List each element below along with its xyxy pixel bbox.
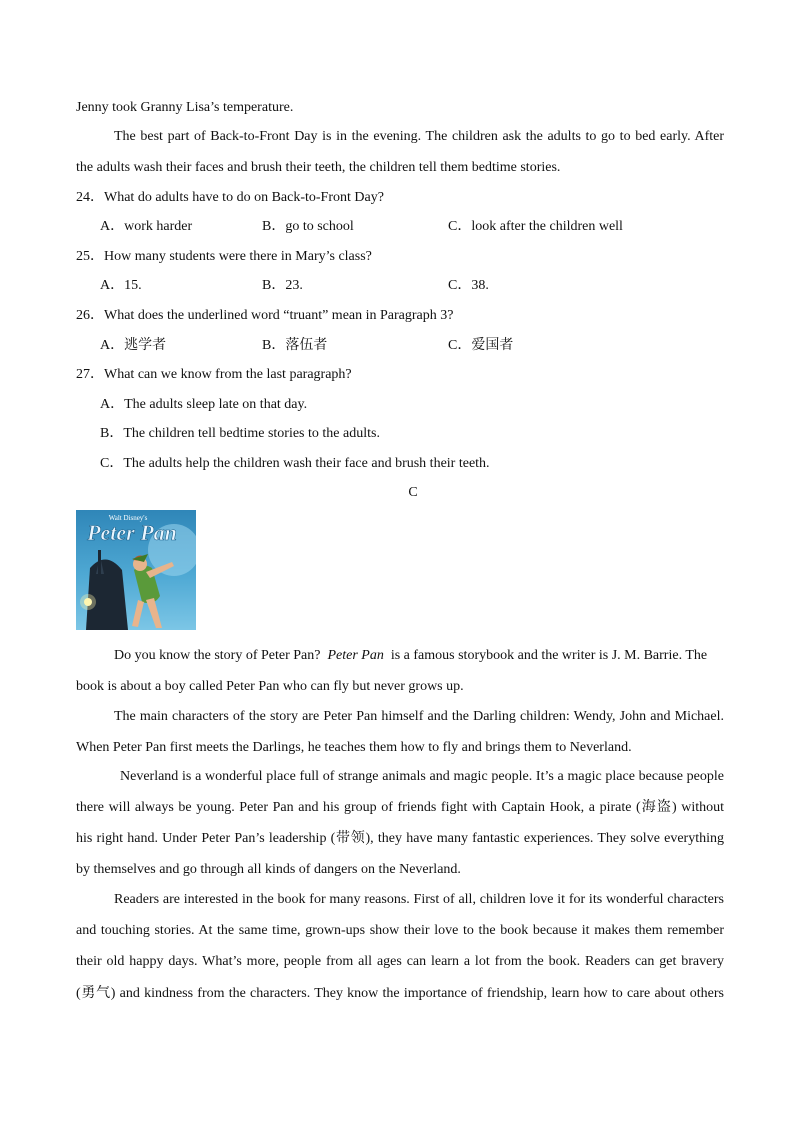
question-number: 26． bbox=[76, 308, 104, 323]
passage-text-line: their old happy days. What’s more, people from all ages can learn a lot from the book. Readers can get bravery bbox=[76, 954, 724, 969]
question-text: What can we know from the last paragraph? bbox=[104, 367, 352, 382]
passage-text-line: Do you know the story of Peter Pan? Peter Pan is a famous storybook and the writer is J. M. Barrie. The bbox=[114, 648, 708, 663]
option-a: A．The adults sleep late on that day. bbox=[100, 397, 308, 412]
question-27 bbox=[76, 365, 352, 385]
passage-text-line: Readers are interested in the book for many reasons. First of all, children love it for its wonderful characters bbox=[114, 892, 724, 907]
question-24 bbox=[76, 188, 384, 208]
option-c: C．The adults help the children wash their face and brush their teeth. bbox=[100, 456, 490, 471]
question-text: What do adults have to do on Back-to-Front Day? bbox=[104, 190, 384, 205]
option-b: B．go to school bbox=[262, 219, 354, 234]
question-25-options bbox=[100, 276, 700, 296]
peter-pan-book-cover bbox=[76, 510, 196, 630]
passage-text-line: book is about a boy called Peter Pan who can fly but never grows up. bbox=[76, 679, 464, 694]
cover-title: Peter Pan bbox=[87, 520, 177, 545]
question-text: What does the underlined word “truant” mean in Paragraph 3? bbox=[104, 308, 454, 323]
passage-text-line: Neverland is a wonderful place full of strange animals and magic people. It’s a magic place because people bbox=[120, 769, 724, 784]
option-a: A．15. bbox=[100, 278, 142, 293]
passage-text-line: there will always be young. Peter Pan and his group of friends fight with Captain Hook, a pirate (海盗) without bbox=[76, 800, 724, 815]
passage-text-line: by themselves and go through all kinds of dangers on the Neverland. bbox=[76, 862, 461, 877]
passage-text-line: (勇气) and kindness from the characters. They know the importance of friendship, learn how to care about others bbox=[76, 986, 724, 1001]
option-b: B．落伍者 bbox=[262, 338, 328, 353]
question-25 bbox=[76, 247, 372, 267]
passage-text-line: The main characters of the story are Peter Pan himself and the Darling children: Wendy, John and Michael. bbox=[114, 709, 724, 724]
passage-text-line: and touching stories. At the same time, grown-ups show their love to the book because it makes them remember bbox=[76, 923, 724, 938]
option-b: B．The children tell bedtime stories to the adults. bbox=[100, 426, 380, 441]
fairy-glow bbox=[80, 594, 96, 610]
book-title: Peter Pan bbox=[327, 648, 384, 663]
passage-text-line: Jenny took Granny Lisa’s temperature. bbox=[76, 100, 294, 115]
ship-hull bbox=[86, 559, 128, 630]
question-26-options bbox=[100, 336, 700, 356]
option-a: A．work harder bbox=[100, 219, 193, 234]
option-c: C．look after the children well bbox=[448, 219, 623, 234]
ship-mast bbox=[98, 550, 101, 590]
passage-text-line: the adults wash their faces and brush their teeth, the children tell them bedtime stories. bbox=[76, 160, 561, 175]
passage-text-line: When Peter Pan first meets the Darlings, he teaches them how to fly and brings them to Neverland. bbox=[76, 740, 632, 755]
option-c: C．爱国者 bbox=[448, 338, 514, 353]
section-heading: C bbox=[408, 485, 418, 500]
question-number: 25． bbox=[76, 249, 104, 264]
question-text: How many students were there in Mary’s class? bbox=[104, 249, 372, 264]
question-number: 27． bbox=[76, 367, 104, 382]
question-26 bbox=[76, 306, 453, 326]
passage-text-line: The best part of Back-to-Front Day is in the evening. The children ask the adults to go to bed early. After bbox=[114, 129, 724, 144]
option-a: A．逃学者 bbox=[100, 338, 167, 353]
option-c: C．38. bbox=[448, 278, 489, 293]
question-24-options bbox=[100, 217, 700, 237]
passage-text-line: his right hand. Under Peter Pan’s leadership (带领), they have many fantastic experiences. They solve everything bbox=[76, 831, 724, 846]
question-number: 24． bbox=[76, 190, 104, 205]
option-b: B．23. bbox=[262, 278, 303, 293]
peter-pan-illustration bbox=[76, 510, 196, 630]
brand-text: Walt Disney's bbox=[108, 514, 148, 522]
